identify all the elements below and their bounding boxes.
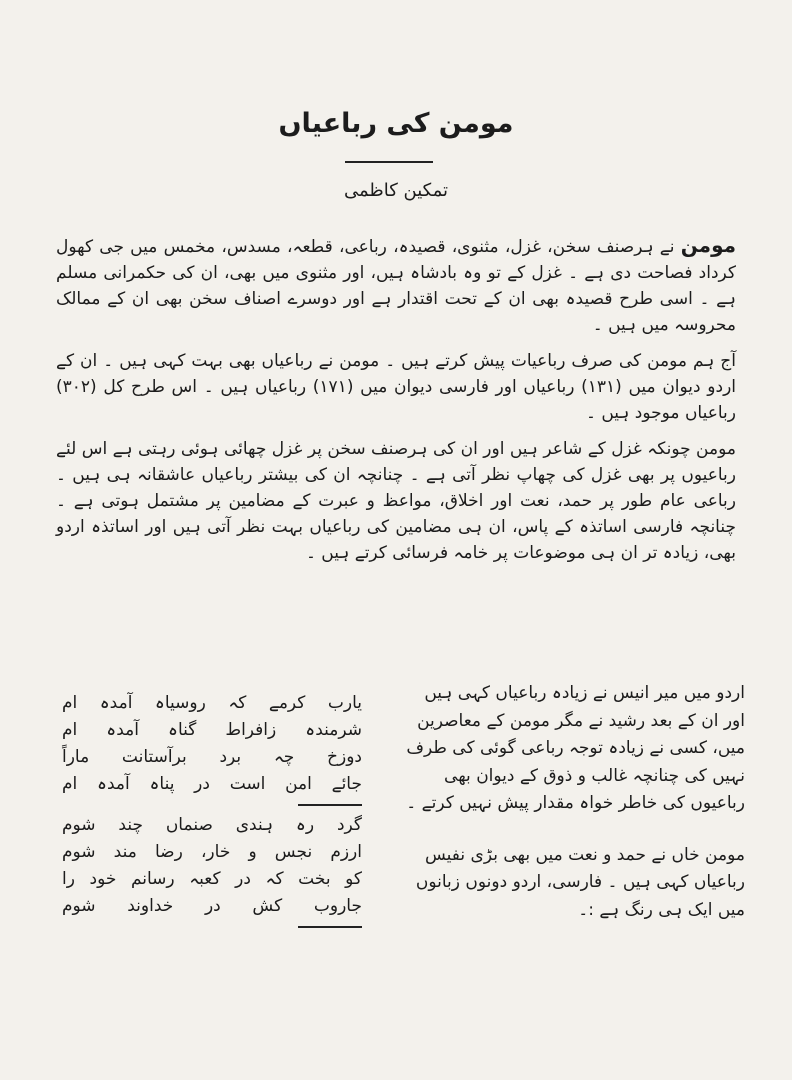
verse-line: جاروب کش در خداوند شوم bbox=[62, 896, 362, 916]
verse-line: جائے امن است در پناہ آمدہ ام bbox=[62, 774, 362, 794]
stanza-divider bbox=[298, 804, 362, 806]
rubai-1 bbox=[62, 690, 362, 798]
verse-line: یارب کرمے کہ روسیاہ آمدہ ام bbox=[62, 693, 362, 713]
verse-line: دوزخ چہ برد برآستانت ماراً bbox=[62, 747, 362, 767]
verse-line: ارزم نجس و خار، رضا مند شوم bbox=[62, 842, 362, 862]
stanza-divider bbox=[298, 926, 362, 928]
verse-line: کو بخت کہ در کعبہ رسانم خود را bbox=[62, 869, 362, 889]
title-divider bbox=[345, 161, 433, 163]
page-title: مومن کی رباعیاں bbox=[278, 108, 514, 139]
verse-column bbox=[62, 690, 362, 934]
intro-first-word: مومن bbox=[680, 233, 736, 257]
rubai-2 bbox=[62, 812, 362, 920]
intro-paragraph-2: آج ہم مومن کی صرف رباعیات پیش کرتے ہیں ۔ مومن نے رباعیاں بھی بہت کہی ہیں ۔ ان کے اردو دیوان میں (۱۳۱) رباعیاں اور فارسی دیوان میں (۱۷۱) رباعیاں ہیں ۔ اس طرح کل (۳۰۲) رباعیاں موجود ہیں ۔ bbox=[56, 351, 736, 423]
right-column bbox=[400, 680, 745, 948]
intro-paragraph-1 bbox=[56, 232, 736, 338]
verse-line: گرد رہ ہندی صنماں چند شوم bbox=[62, 815, 362, 835]
verse-line: شرمندہ زافراط گناہ آمدہ ام bbox=[62, 720, 362, 740]
author-name: تمکین کاظمی bbox=[343, 180, 448, 201]
intro-paragraph-3: مومن چونکہ غزل کے شاعر ہیں اور ان کی ہرصنف سخن پر غزل چھائی ہوئی رہتی ہے اس لئے رباعیوں پر بھی غزل کی چھاپ نظر آتی ہے ۔ چنانچہ ان کی بیشتر رباعیاں عاشقانہ ہی ہیں ۔ رباعی عام طور پر حمد، نعت اور اخلاق، مواعظ و عبرت کے مضامین پر مشتمل ہوتی ہے ۔ چنانچہ فارسی اساتذہ کے پاس، ان ہی مضامین کی رباعیاں بہت نظر آتی ہیں اور اساتذہ اردو بھی، زیادہ تر ان ہی موضوعات پر خامہ فرسائی کرتے ہیں ۔ bbox=[56, 439, 736, 563]
intro-section bbox=[56, 232, 736, 576]
intro-paragraph-1-text: نے ہرصنف سخن، غزل، مثنوی، قصیدہ، رباعی، قطعہ، مسدس، مخمس میں جی کھول کرداد فصاحت دی ہے ۔ غزل کے تو وہ بادشاہ ہیں، اور مثنوی میں بھی، ان کی حکمرانی مسلم ہے ۔ اسی طرح قصیدہ بھی ان کے تحت اقتدار ہے اور دوسرے اصناف سخن بھی ان کے ممالک محروسہ میں ہیں ۔ bbox=[56, 237, 736, 335]
right-paragraph-2: مومن خاں نے حمد و نعت میں بھی بڑی نفیس رباعیاں کہی ہیں ۔ فارسی، اردو دونوں زبانوں میں ایک ہی رنگ ہے :۔ bbox=[415, 844, 745, 920]
right-paragraph-1: اردو میں میر انیس نے زیادہ رباعیاں کہی ہیں اور ان کے بعد رشید نے مگر مومن کے معاصرین میں، کسی نے زیادہ توجہ رباعی گوئی کی طرف نہیں کی چنانچہ غالب و ذوق کے دیوان بھی رباعیوں کی خاطر خواہ مقدار پیش نہیں کرتے ۔ bbox=[406, 683, 745, 813]
